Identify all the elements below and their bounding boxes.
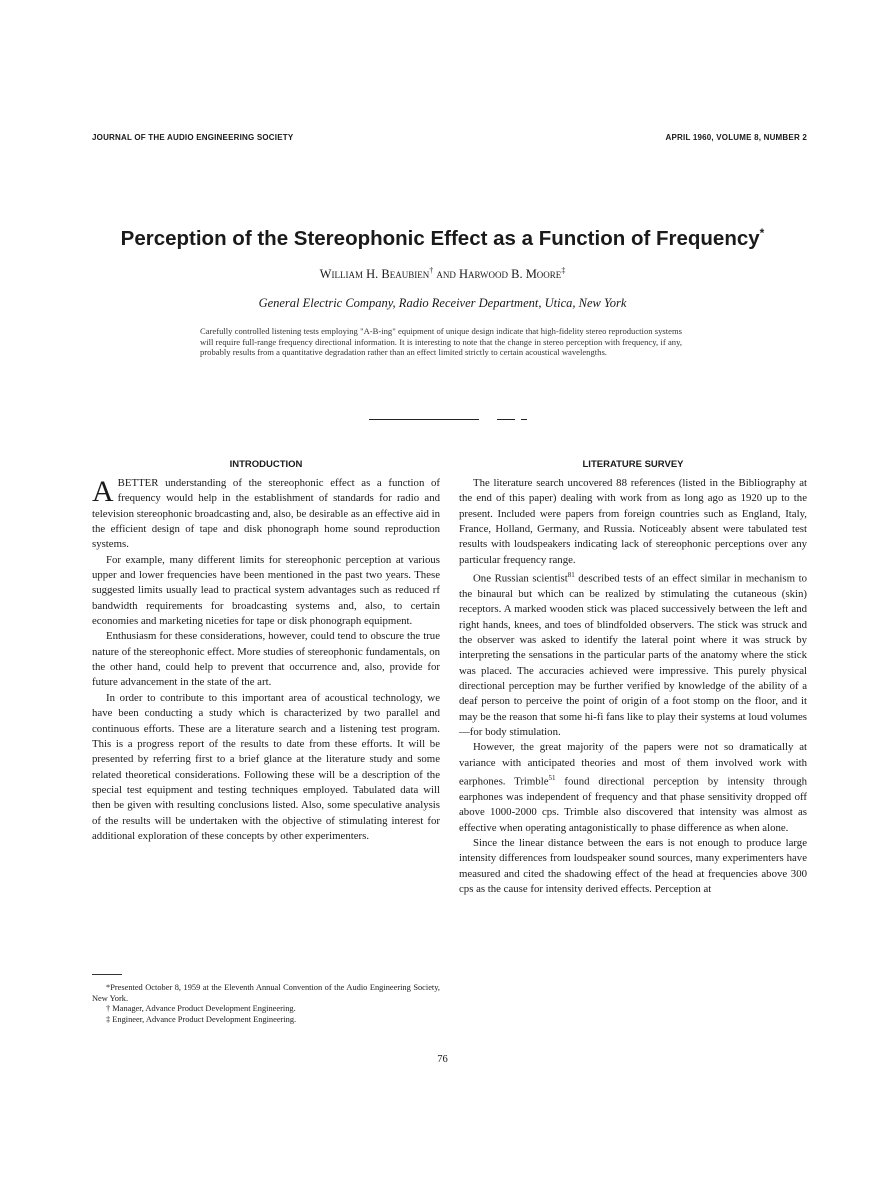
literature-survey-heading: LITERATURE SURVEY (582, 459, 684, 470)
author-2: Harwood B. Moore (458, 267, 562, 282)
footnote-3: ‡ Engineer, Advance Product Development Engineering. (106, 1015, 297, 1025)
intro-paragraph-2: For example, many different limits for stereophonic perception at various upper and lower frequencies have been mentioned in the past two years. These suggested limits usually lead to practical system advantages such as reduced rf bandwidth requirements for broadcasting systems and, also, to certain economies and marketing niceties for tape or disk phonograph equipment. (92, 553, 440, 628)
author-1-marker: † (429, 266, 434, 275)
right-column (459, 476, 807, 897)
lit-p3-text-b: found directional perception by intensity through earphones was independent of frequency and that phase sensitivity dropped off above 1000-2000 cps. Trimble also discovered that intensity was almost as effective when operating antagonistically to phase difference as when alone. (459, 775, 807, 834)
footnote-2: † Manager, Advance Product Development Engineering. (106, 1004, 296, 1014)
literature-paragraph-3 (459, 740, 807, 836)
author-1: William H. Beaubien (319, 267, 430, 282)
footnotes (92, 983, 440, 1026)
separator-rule (497, 419, 515, 420)
lit-p2-text-b: described tests of an effect similar in mechanism to the binaural but which can be realized by stimulating the cutaneous (skin) receptors. A marked wooden stick was placed successively between the left and right hands, knees, and toes of blindfolded observers. The stick was struck and the observer was asked to identify the lateral point where it was struck by interpreting the sensations in the particular parts of the anatomy where the stick was placed. The accuracies achieved were impressive. This purely physical directional perception may be further verified by knowledge of the ability of a deaf person to perceive the point of origin of a foot stomp on the floor, and it may be the reason that some hi-fi fans like to play their systems at loud volumes—for body stimulation. (459, 572, 808, 739)
author-line (0, 266, 885, 282)
author-conjunction: and (436, 267, 456, 282)
paper-title-text: Perception of the Stereophonic Effect as a Function of Frequency (120, 226, 760, 250)
drop-cap: A (92, 475, 114, 508)
separator-rule (369, 419, 479, 420)
reference-marker: 51 (548, 774, 556, 783)
left-column (92, 476, 440, 844)
issue-header: APRIL 1960, VOLUME 8, NUMBER 2 (665, 133, 807, 142)
literature-paragraph-1: The literature search uncovered 88 references (listed in the Bibliography at the end of this paper) dealing with work from as long ago as 1920 up to the present. Included were papers from foreign countries such as England, Italy, France, Holland, Germany, and Russia. Noticeably absent were tabulated test results with loudspeakers indicating lack of stereophonic perceptions over any particular frequency range. (459, 477, 807, 566)
intro-paragraph-4: In order to contribute to this important area of acoustical technology, we have been conducting a study which is characterized by two parallel and continuous efforts. These are a literature search and a listening test program. This is a progress report of the results to date from these efforts. It will be presented by referring first to a brief glance at the literature study and some related theoretical considerations. Following these will be a description of the special test equipment and testing techniques employed. Tabulated data will then be given with resulting conclusions listed. Also, some speculative analysis of the results will be undertaken with the objective of stimulating interest for additional exploration of these concepts by other experimenters. (92, 691, 440, 842)
author-2-marker: ‡ (561, 266, 566, 275)
introduction-heading: INTRODUCTION (229, 459, 303, 470)
paper-title (0, 226, 885, 251)
intro-paragraph-1 (92, 476, 440, 553)
abstract: Carefully controlled listening tests employing "A-B-ing" equipment of unique design indicate that high-fidelity stereo reproduction systems will require full-range frequency directional information. It is interesting to note that the change in stereo perception with frequency, if any, probably results from a quantitative degradation rather than an effect limited strictly to certain acoustical wavelengths. (200, 326, 682, 358)
footnote-rule (92, 974, 122, 975)
literature-paragraph-2 (459, 568, 807, 740)
page-number: 76 (437, 1054, 448, 1065)
intro-paragraph-1-text: BETTER understanding of the stereophonic effect as a function of frequency would help in the establishment of standards for radio and television stereophonic broadcasting and, also, be desirable as an effective aid in the efficient design of tape and disk phonograph home sound reproduction systems. (92, 477, 440, 551)
separator-rule (521, 419, 527, 420)
affiliation: General Electric Company, Radio Receiver Department, Utica, New York (258, 296, 627, 310)
footnote-1: *Presented October 8, 1959 at the Eleventh Annual Convention of the Audio Engineering Society, New York. (92, 983, 440, 1003)
title-footnote-marker: * (759, 226, 765, 240)
reference-marker: 81 (567, 571, 575, 580)
lit-p2-text-a: One Russian scientist (473, 572, 568, 585)
intro-paragraph-3: Enthusiasm for these considerations, however, could tend to obscure the true nature of the stereophonic effect. More studies of stereophonic fundamentals, on the other hand, could help to prevent that occurrence and, also, provide for future advancement in the state of the art. (92, 630, 440, 689)
lit-p3-text-a: However, the great majority of the papers were not so dramatically at variance with anticipated theories and most of them involved work with earphones. Trimble (459, 741, 807, 788)
journal-header: JOURNAL OF THE AUDIO ENGINEERING SOCIETY (92, 133, 294, 142)
literature-paragraph-4: Since the linear distance between the ears is not enough to produce large intensity differences from loudspeaker sound sources, many experimenters have measured and cited the shadowing effect of the head at frequencies above 300 cps as the cause for intensity derived effects. Perception at (459, 837, 807, 896)
